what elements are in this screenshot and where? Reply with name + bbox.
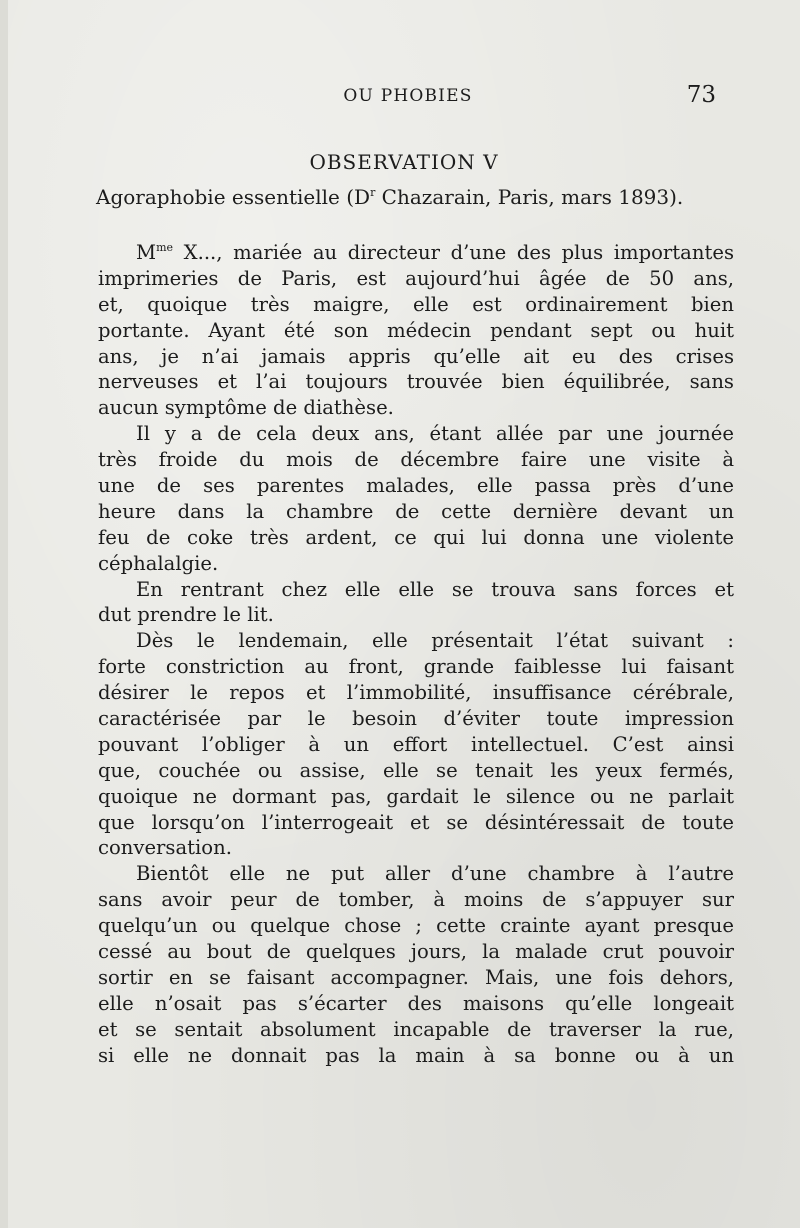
observation-subtitle: [96, 185, 736, 209]
honorific-superscript: me: [156, 241, 174, 254]
text-line: et, quoique très maigre, elle est ordinairement bien: [98, 292, 734, 316]
subtitle-part-1: Agoraphobie essentielle (D: [96, 185, 371, 209]
text-line: conversation.: [98, 836, 232, 860]
text-line: imprimeries de Paris, est aujourd’hui âgée de 50 ans,: [98, 266, 734, 290]
text-line: pouvant l’obliger à un effort intellectuel. C’est ainsi: [98, 732, 734, 756]
text-line: [98, 240, 734, 266]
text-line: elle n’osait pas s’écarter des maisons qu’elle longeait: [98, 991, 734, 1015]
text-line: Il y a de cela deux ans, étant allée par une journée: [136, 422, 734, 446]
text-line: si elle ne donnait pas la main à sa bonne ou à un: [98, 1043, 734, 1067]
text-line: quelqu’un ou quelque chose ; cette crainte ayant presque: [98, 914, 734, 938]
subtitle-part-2: Chazarain, Paris, mars 1893).: [375, 185, 684, 209]
text-line: quoique ne dormant pas, gardait le silence ou ne parlait: [98, 784, 734, 808]
honorific: M: [136, 241, 157, 264]
text-line: En rentrant chez elle elle se trouva sans forces et: [136, 577, 734, 601]
text-line: sortir en se faisant accompagner. Mais, une fois dehors,: [98, 965, 734, 989]
text-line: Dès le lendemain, elle présentait l’état suivant :: [136, 629, 734, 653]
text-line: aucun symptôme de diathèse.: [98, 396, 394, 420]
text-line: très froide du mois de décembre faire une visite à: [98, 448, 734, 472]
page-number: 73: [686, 82, 716, 108]
text-line: désirer le repos et l’immobilité, insuffisance cérébrale,: [98, 681, 734, 705]
text-line: feu de coke très ardent, ce qui lui donna une violente: [98, 525, 734, 549]
text-line: une de ses parentes malades, elle passa près d’une: [98, 474, 734, 498]
text-line: portante. Ayant été son médecin pendant sept ou huit: [98, 318, 734, 342]
text-line: Bientôt elle ne put aller d’une chambre à l’autre: [136, 862, 734, 886]
text-line: nerveuses et l’ai toujours trouvée bien équilibrée, sans: [98, 370, 734, 394]
text-line: céphalalgie.: [98, 551, 219, 575]
text-line: que lorsqu’on l’interrogeait et se désintéressait de toute: [98, 810, 734, 834]
body-text: [98, 240, 734, 1069]
text-line: dut prendre le lit.: [98, 603, 274, 627]
running-title: OU PHOBIES: [343, 86, 473, 106]
text-line: cessé au bout de quelques jours, la malade crut pouvoir: [98, 940, 734, 964]
text-line: sans avoir peur de tomber, à moins de s’appuyer sur: [98, 888, 734, 912]
text-line: et se sentait absolument incapable de traverser la rue,: [98, 1017, 734, 1041]
text-line: caractérisée par le besoin d’éviter toute impression: [98, 707, 734, 731]
text-line: heure dans la chambre de cette dernière devant un: [98, 499, 734, 523]
observation-title: OBSERVATION V: [309, 150, 499, 174]
text-line: forte constriction au front, grande faiblesse lui faisant: [98, 655, 734, 679]
page-header: [100, 82, 716, 112]
text-line: ans, je n’ai jamais appris qu’elle ait eu des crises: [98, 344, 734, 368]
text-line: que, couchée ou assise, elle se tenait les yeux fermés,: [98, 758, 734, 782]
subtitle-superscript: r: [370, 186, 376, 199]
first-line-rest: X..., mariée au directeur d’une des plus importantes: [173, 241, 734, 264]
